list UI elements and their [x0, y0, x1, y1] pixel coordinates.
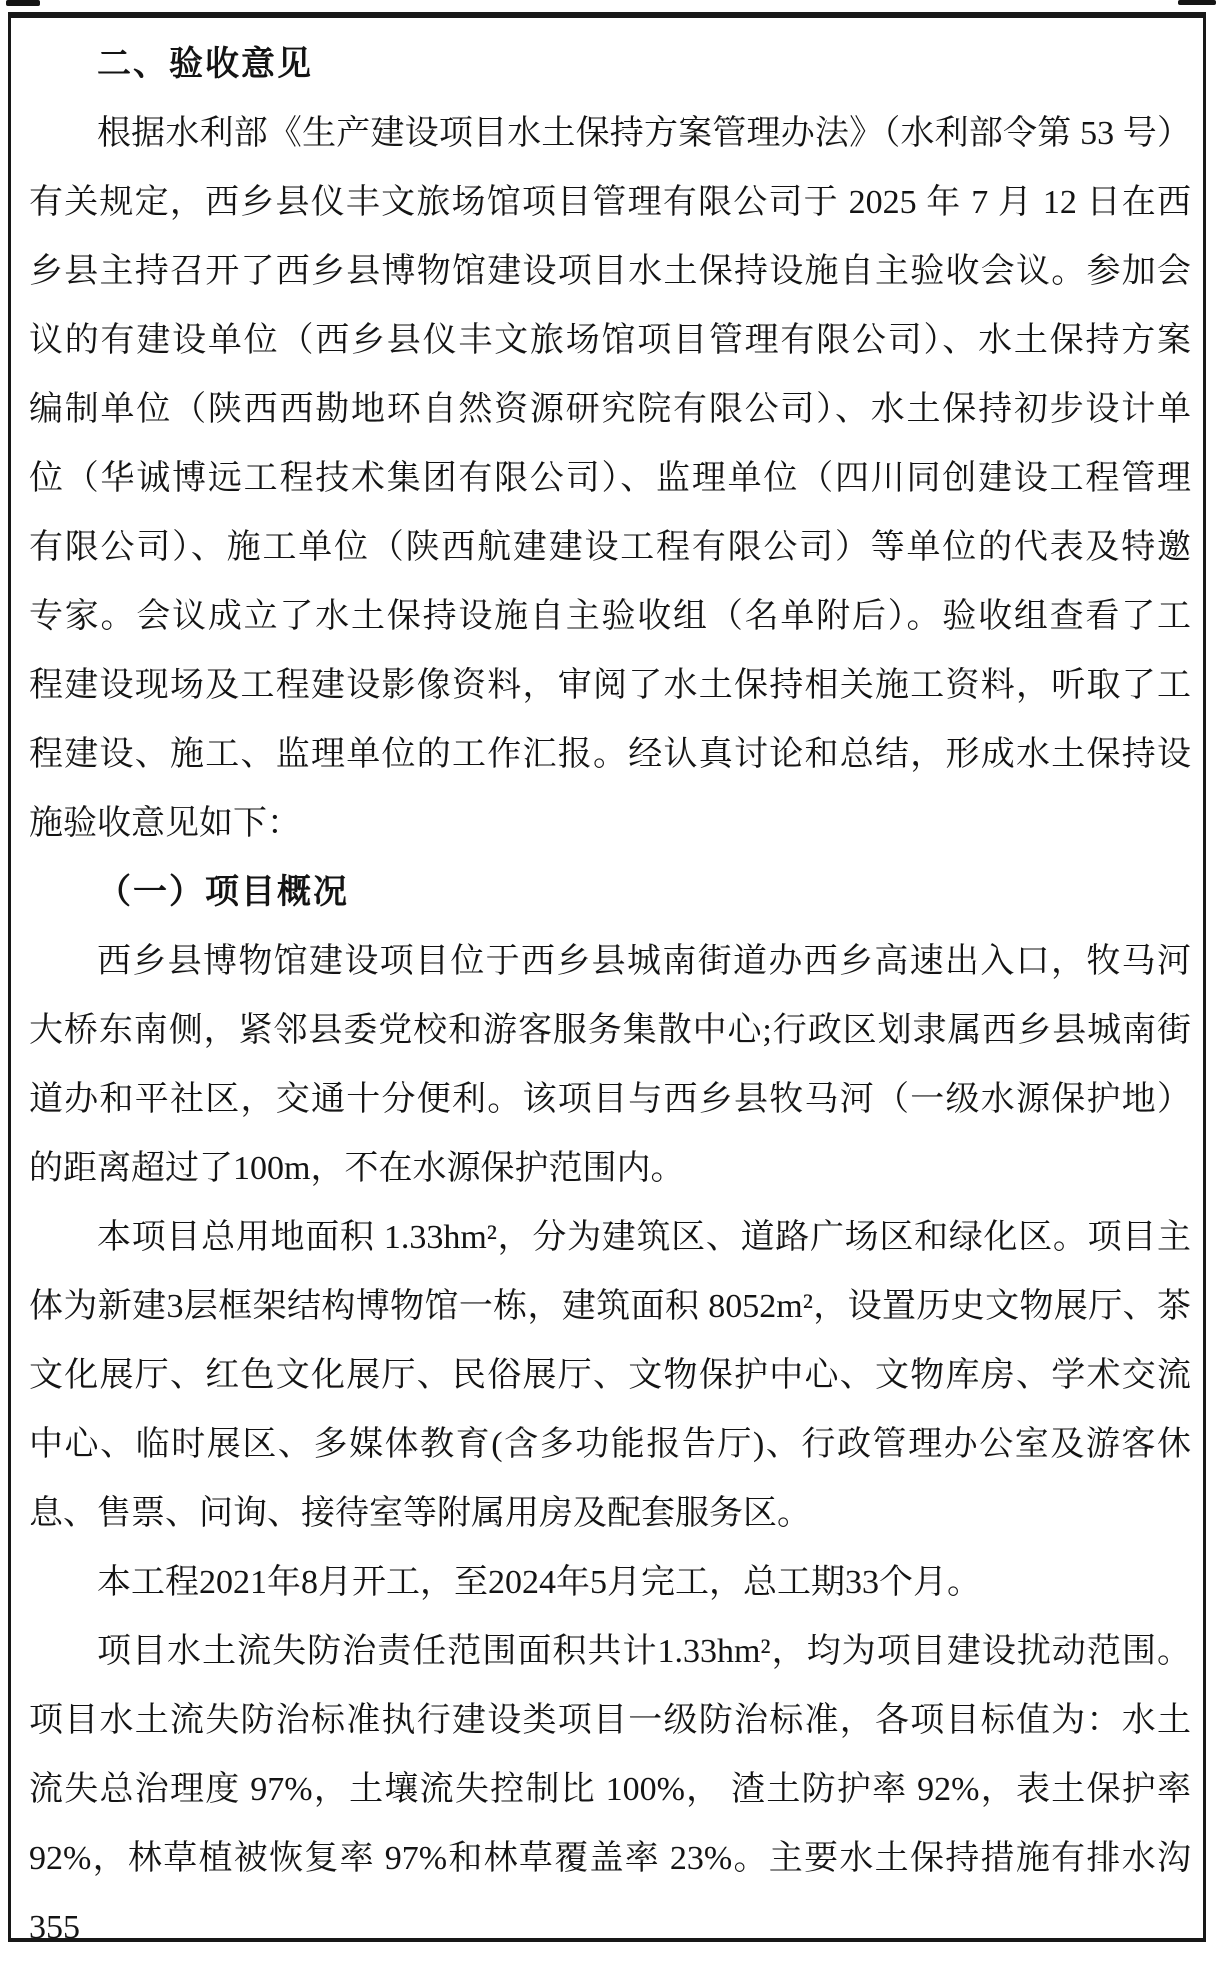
doc-line: 的距离超过了100m，不在水源保护范围内。: [29, 1150, 685, 1187]
doc-line: 92%，林草植被恢复率 97%和林草覆盖率 23%。主要水土保持措施有排水沟355: [29, 1840, 1191, 1946]
doc-line: 位（华诚博远工程技术集团有限公司）、监理单位（四川同创建设工程管理: [29, 460, 1191, 497]
doc-line: 程建设、施工、监理单位的工作汇报。经认真讨论和总结，形成水土保持设: [29, 736, 1191, 773]
doc-line: 息、售票、问询、接待室等附属用房及配套服务区。: [29, 1495, 811, 1532]
doc-line: 专家。会议成立了水土保持设施自主验收组（名单附后）。验收组查看了工: [29, 598, 1191, 635]
document-border-frame: [8, 12, 1206, 1946]
doc-line: 文化展厅、红色文化展厅、民俗展厅、文物保护中心、文物库房、学术交流: [29, 1357, 1191, 1394]
doc-line: 议的有建设单位（西乡县仪丰文旅场馆项目管理有限公司）、水土保持方案: [29, 322, 1191, 359]
doc-line: 施验收意见如下：: [29, 805, 301, 842]
doc-line: 体为新建3层框架结构博物馆一栋，建筑面积 8052m²，设置历史文物展厅、茶: [29, 1288, 1191, 1325]
scan-artifact-top-right: [1178, 0, 1216, 5]
doc-line: 项目水土流失防治责任范围面积共计1.33hm²，均为项目建设扰动范围。: [97, 1633, 1191, 1670]
doc-line: 流失总治理度 97%，土壤流失控制比 100%， 渣土防护率 92%，表土保护率: [29, 1771, 1191, 1808]
doc-line: 根据水利部《生产建设项目水土保持方案管理办法》（水利部令第 53 号）: [97, 115, 1191, 152]
subsection-heading: （一）项目概况: [97, 874, 349, 911]
doc-line: 乡县主持召开了西乡县博物馆建设项目水土保持设施自主验收会议。参加会: [29, 253, 1191, 290]
document-page: [11, 18, 1203, 1946]
doc-line: 项目水土流失防治标准执行建设类项目一级防治标准，各项目标值为：水土: [29, 1702, 1191, 1739]
doc-line: 有关规定，西乡县仪丰文旅场馆项目管理有限公司于 2025 年 7 月 12 日在西: [29, 184, 1191, 221]
doc-line: 本工程2021年8月开工，至2024年5月完工，总工期33个月。: [97, 1564, 981, 1601]
doc-line: 西乡县博物馆建设项目位于西乡县城南街道办西乡高速出入口，牧马河: [97, 943, 1191, 980]
doc-line: 编制单位（陕西西勘地环自然资源研究院有限公司）、水土保持初步设计单: [29, 391, 1191, 428]
doc-line: 大桥东南侧，紧邻县委党校和游客服务集散中心;行政区划隶属西乡县城南街: [29, 1012, 1191, 1049]
doc-line: 中心、临时展区、多媒体教育(含多功能报告厅)、行政管理办公室及游客休: [29, 1426, 1191, 1463]
doc-line: 有限公司）、施工单位（陕西航建建设工程有限公司）等单位的代表及特邀: [29, 529, 1191, 566]
doc-line: 道办和平社区，交通十分便利。该项目与西乡县牧马河（一级水源保护地）: [29, 1081, 1191, 1118]
doc-line: 本项目总用地面积 1.33hm²，分为建筑区、道路广场区和绿化区。项目主: [97, 1219, 1191, 1256]
doc-line: 程建设现场及工程建设影像资料，审阅了水土保持相关施工资料，听取了工: [29, 667, 1191, 704]
scan-artifact-top-left: [6, 0, 40, 6]
section-heading: 二、验收意见: [97, 46, 313, 83]
